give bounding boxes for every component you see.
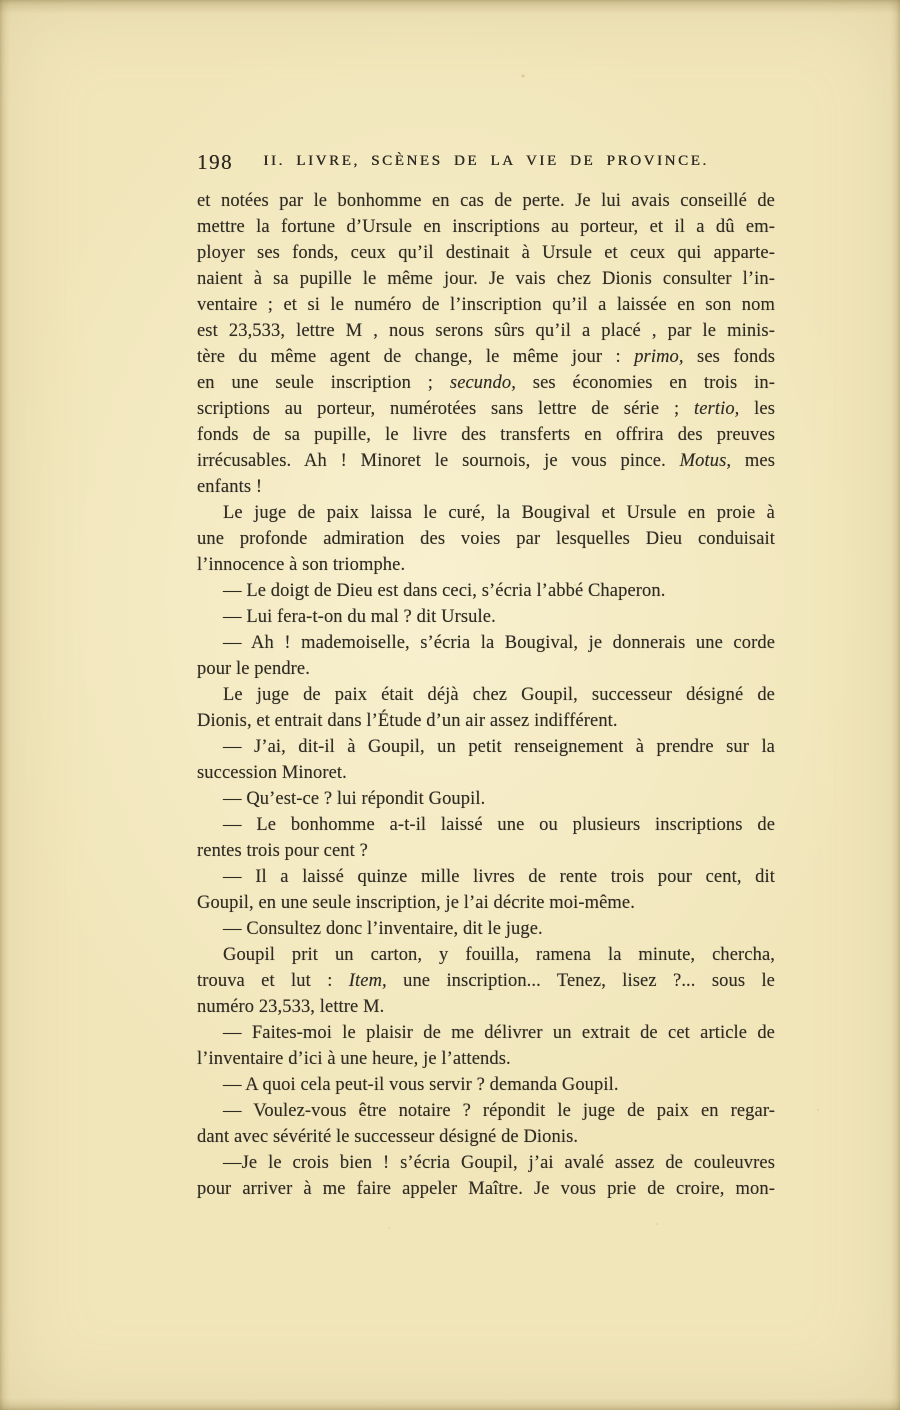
text-line: — J’ai, dit-il à Goupil, un petit renseignement à prendre sur la (223, 737, 775, 757)
text-line: — Qu’est-ce ? lui répondit Goupil. (223, 789, 486, 809)
text-line: ployer ses fonds, ceux qu’il destinait à Ursule et ceux qui apparte- (197, 243, 775, 263)
text-line: et notées par le bonhomme en cas de perte. Je lui avais conseillé de (197, 191, 775, 211)
text-line: ventaire ; et si le numéro de l’inscription qu’il a laissée en son nom (197, 295, 775, 315)
text-line: succession Minoret. (197, 763, 347, 783)
running-title: II. LIVRE, SCÈNES DE LA VIE DE PROVINCE. (263, 153, 709, 169)
text-line: Dionis, et entrait dans l’Étude d’un air assez indifférent. (197, 711, 618, 731)
text-line: Goupil, en une seule inscription, je l’ai décrite moi-même. (197, 893, 635, 913)
text-line: scriptions au porteur, numérotées sans lettre de série ; tertio, les (197, 399, 775, 419)
text-line: naient à sa pupille le même jour. Je vais chez Dionis consulter l’in- (197, 269, 775, 289)
text-line: l’inventaire d’ici à une heure, je l’attends. (197, 1049, 511, 1069)
text-line: rentes trois pour cent ? (197, 841, 368, 861)
text-line: enfants ! (197, 477, 263, 497)
text-line: fonds de sa pupille, le livre des transferts en offrira des preuves (197, 425, 775, 445)
text-line: — Ah ! mademoiselle, s’écria la Bougival, je donnerais une corde (223, 633, 775, 653)
text-line: pour le pendre. (197, 659, 310, 679)
text-line: pour arriver à me faire appeler Maître. Je vous prie de croire, mon- (197, 1179, 775, 1199)
text-line: mettre la fortune d’Ursule en inscriptions au porteur, et il a dû em- (197, 217, 775, 237)
text-line: — Lui fera-t-on du mal ? dit Ursule. (223, 607, 496, 627)
text-line: — A quoi cela peut-il vous servir ? demanda Goupil. (223, 1075, 619, 1095)
page-number: 198 (197, 150, 233, 174)
text-line: — Voulez-vous être notaire ? répondit le juge de paix en regar- (223, 1101, 775, 1121)
text-line: Le juge de paix laissa le curé, la Bougival et Ursule en proie à (223, 503, 775, 523)
text-line: irrécusables. Ah ! Minoret le sournois, je vous pince. Motus, mes (197, 451, 776, 471)
text-line: est 23,533, lettre M , nous serons sûrs qu’il a placé , par le minis- (197, 321, 775, 341)
text-line: Goupil prit un carton, y fouilla, ramena la minute, chercha, (223, 945, 775, 965)
text-line: — Il a laissé quinze mille livres de rente trois pour cent, dit (223, 867, 775, 887)
text-line: Le juge de paix était déjà chez Goupil, successeur désigné de (223, 685, 775, 705)
text-line: — Le doigt de Dieu est dans ceci, s’écria l’abbé Chaperon. (223, 581, 666, 601)
text-line: — Le bonhomme a-t-il laissé une ou plusieurs inscriptions de (223, 815, 775, 835)
text-line: l’innocence à son triomphe. (197, 555, 406, 575)
text-line: une profonde admiration des voies par lesquelles Dieu conduisait (197, 529, 775, 549)
text-line: numéro 23,533, lettre M. (197, 997, 385, 1017)
text-line: tère du même agent de change, le même jour : primo, ses fonds (197, 347, 775, 367)
page-header (197, 150, 775, 176)
text-line: — Consultez donc l’inventaire, dit le juge. (223, 919, 543, 939)
text-block (197, 188, 775, 1202)
text-line: en une seule inscription ; secundo, ses économies en trois in- (197, 373, 775, 393)
text-line: dant avec sévérité le successeur désigné de Dionis. (197, 1127, 579, 1147)
text-line: — Faites-moi le plaisir de me délivrer un extrait de cet article de (223, 1023, 775, 1043)
text-line: —Je le crois bien ! s’écria Goupil, j’ai avalé assez de couleuvres (223, 1153, 775, 1173)
text-line: trouva et lut : Item, une inscription... Tenez, lisez ?... sous le (197, 971, 775, 991)
